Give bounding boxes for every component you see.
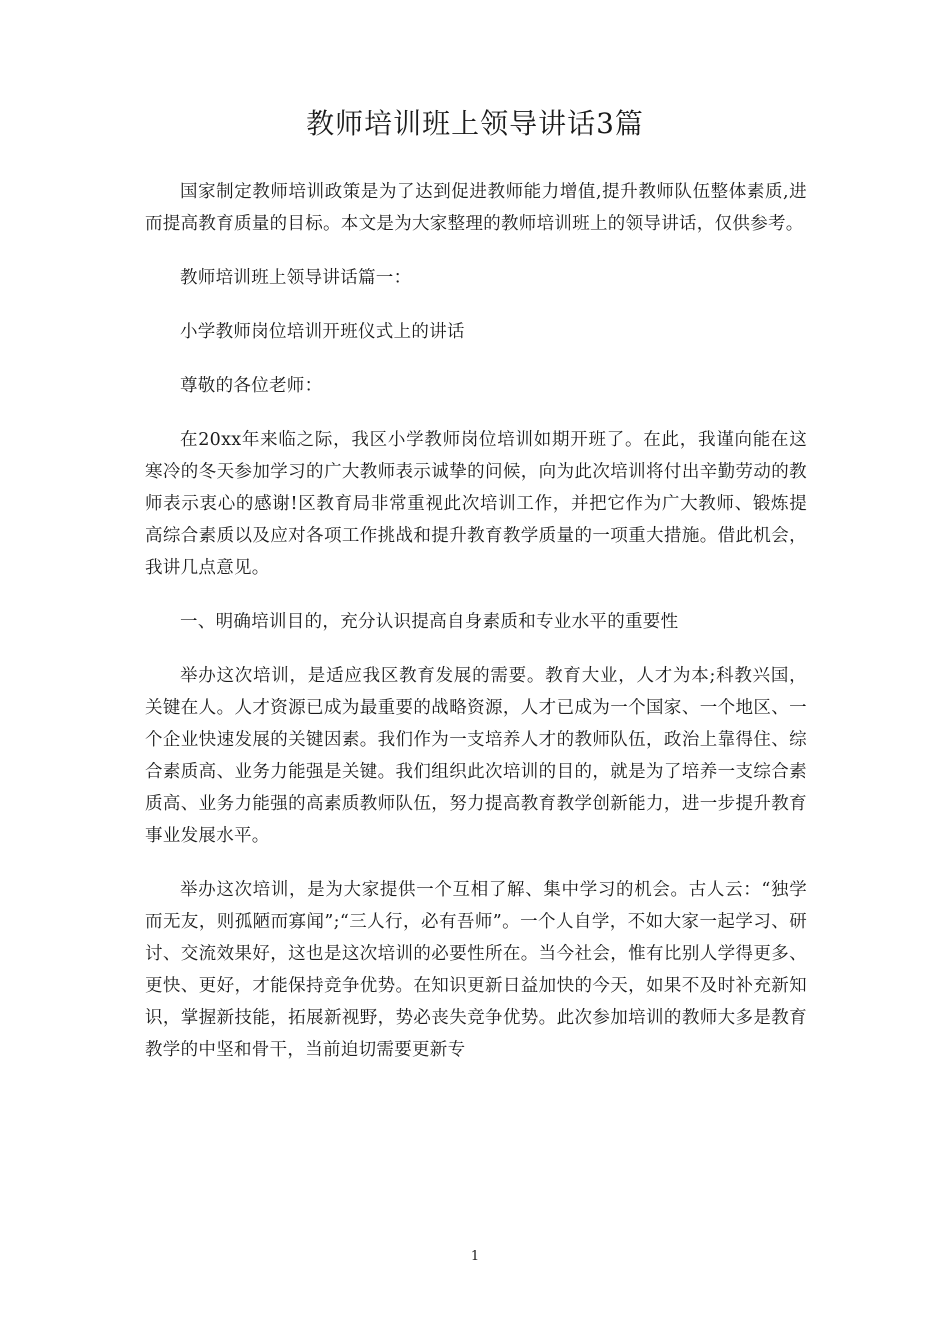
- paragraph-body-1: 举办这次培训，是适应我区教育发展的需要。教育大业，人才为本;科教兴国，关键在人。人才资源已成为最重要的战略资源，人才已成为一个国家、一个地区、一个企业快速发展的关键因素。我们作为一支培养人才的教师队伍，政治上靠得住、综合素质高、业务力能强是关键。我们组织此次培训的目的，就是为了培养一支综合素质高、业务力能强的高素质教师队伍，努力提高教育教学创新能力，进一步提升教育事业发展水平。: [145, 666, 807, 846]
- paragraph-opening: 在20xx年来临之际，我区小学教师岗位培训如期开班了。在此，我谨向能在这寒冷的冬天参加学习的广大教师表示诚挚的问候，向为此次培训将付出辛勤劳动的教师表示衷心的感谢!区教育局非常重视此次培训工作，并把它作为广大教师、锻炼提高综合素质以及应对各项工作挑战和提升教育教学质量的一项重大措施。借此机会，我讲几点意见。: [145, 430, 807, 578]
- page-number: 1: [470, 1249, 480, 1264]
- paragraph-intro: 国家制定教师培训政策是为了达到促进教师能力增值,提升教师队伍整体素质,进而提高教育质量的目标。本文是为大家整理的教师培训班上的领导讲话，仅供参考。: [145, 182, 807, 234]
- paragraph-section-heading: 教师培训班上领导讲话篇一：: [180, 268, 412, 288]
- document-title: 教师培训班上领导讲话3篇: [306, 107, 644, 140]
- paragraph-salutation: 尊敬的各位老师：: [180, 376, 323, 396]
- paragraph-body-2: 举办这次培训，是为大家提供一个互相了解、集中学习的机会。古人云：“独学而无友，则孤陋而寡闻”;“三人行，必有吾师”。一个人自学，不如大家一起学习、研讨、交流效果好，这也是这次培训的必要性所在。当今社会，惟有比别人学得更多、更快、更好，才能保持竞争优势。在知识更新日益加快的今天，如果不及时补充新知识，掌握新技能，拓展新视野，势必丧失竞争优势。此次参加培训的教师大多是教育教学的中坚和骨干，当前迫切需要更新专: [145, 880, 807, 1060]
- document-body: [145, 176, 807, 1088]
- paragraph-point-one-heading: 一、明确培训目的，充分认识提高自身素质和专业水平的重要性: [180, 612, 679, 632]
- paragraph-speech-title: 小学教师岗位培训开班仪式上的讲话: [180, 322, 465, 342]
